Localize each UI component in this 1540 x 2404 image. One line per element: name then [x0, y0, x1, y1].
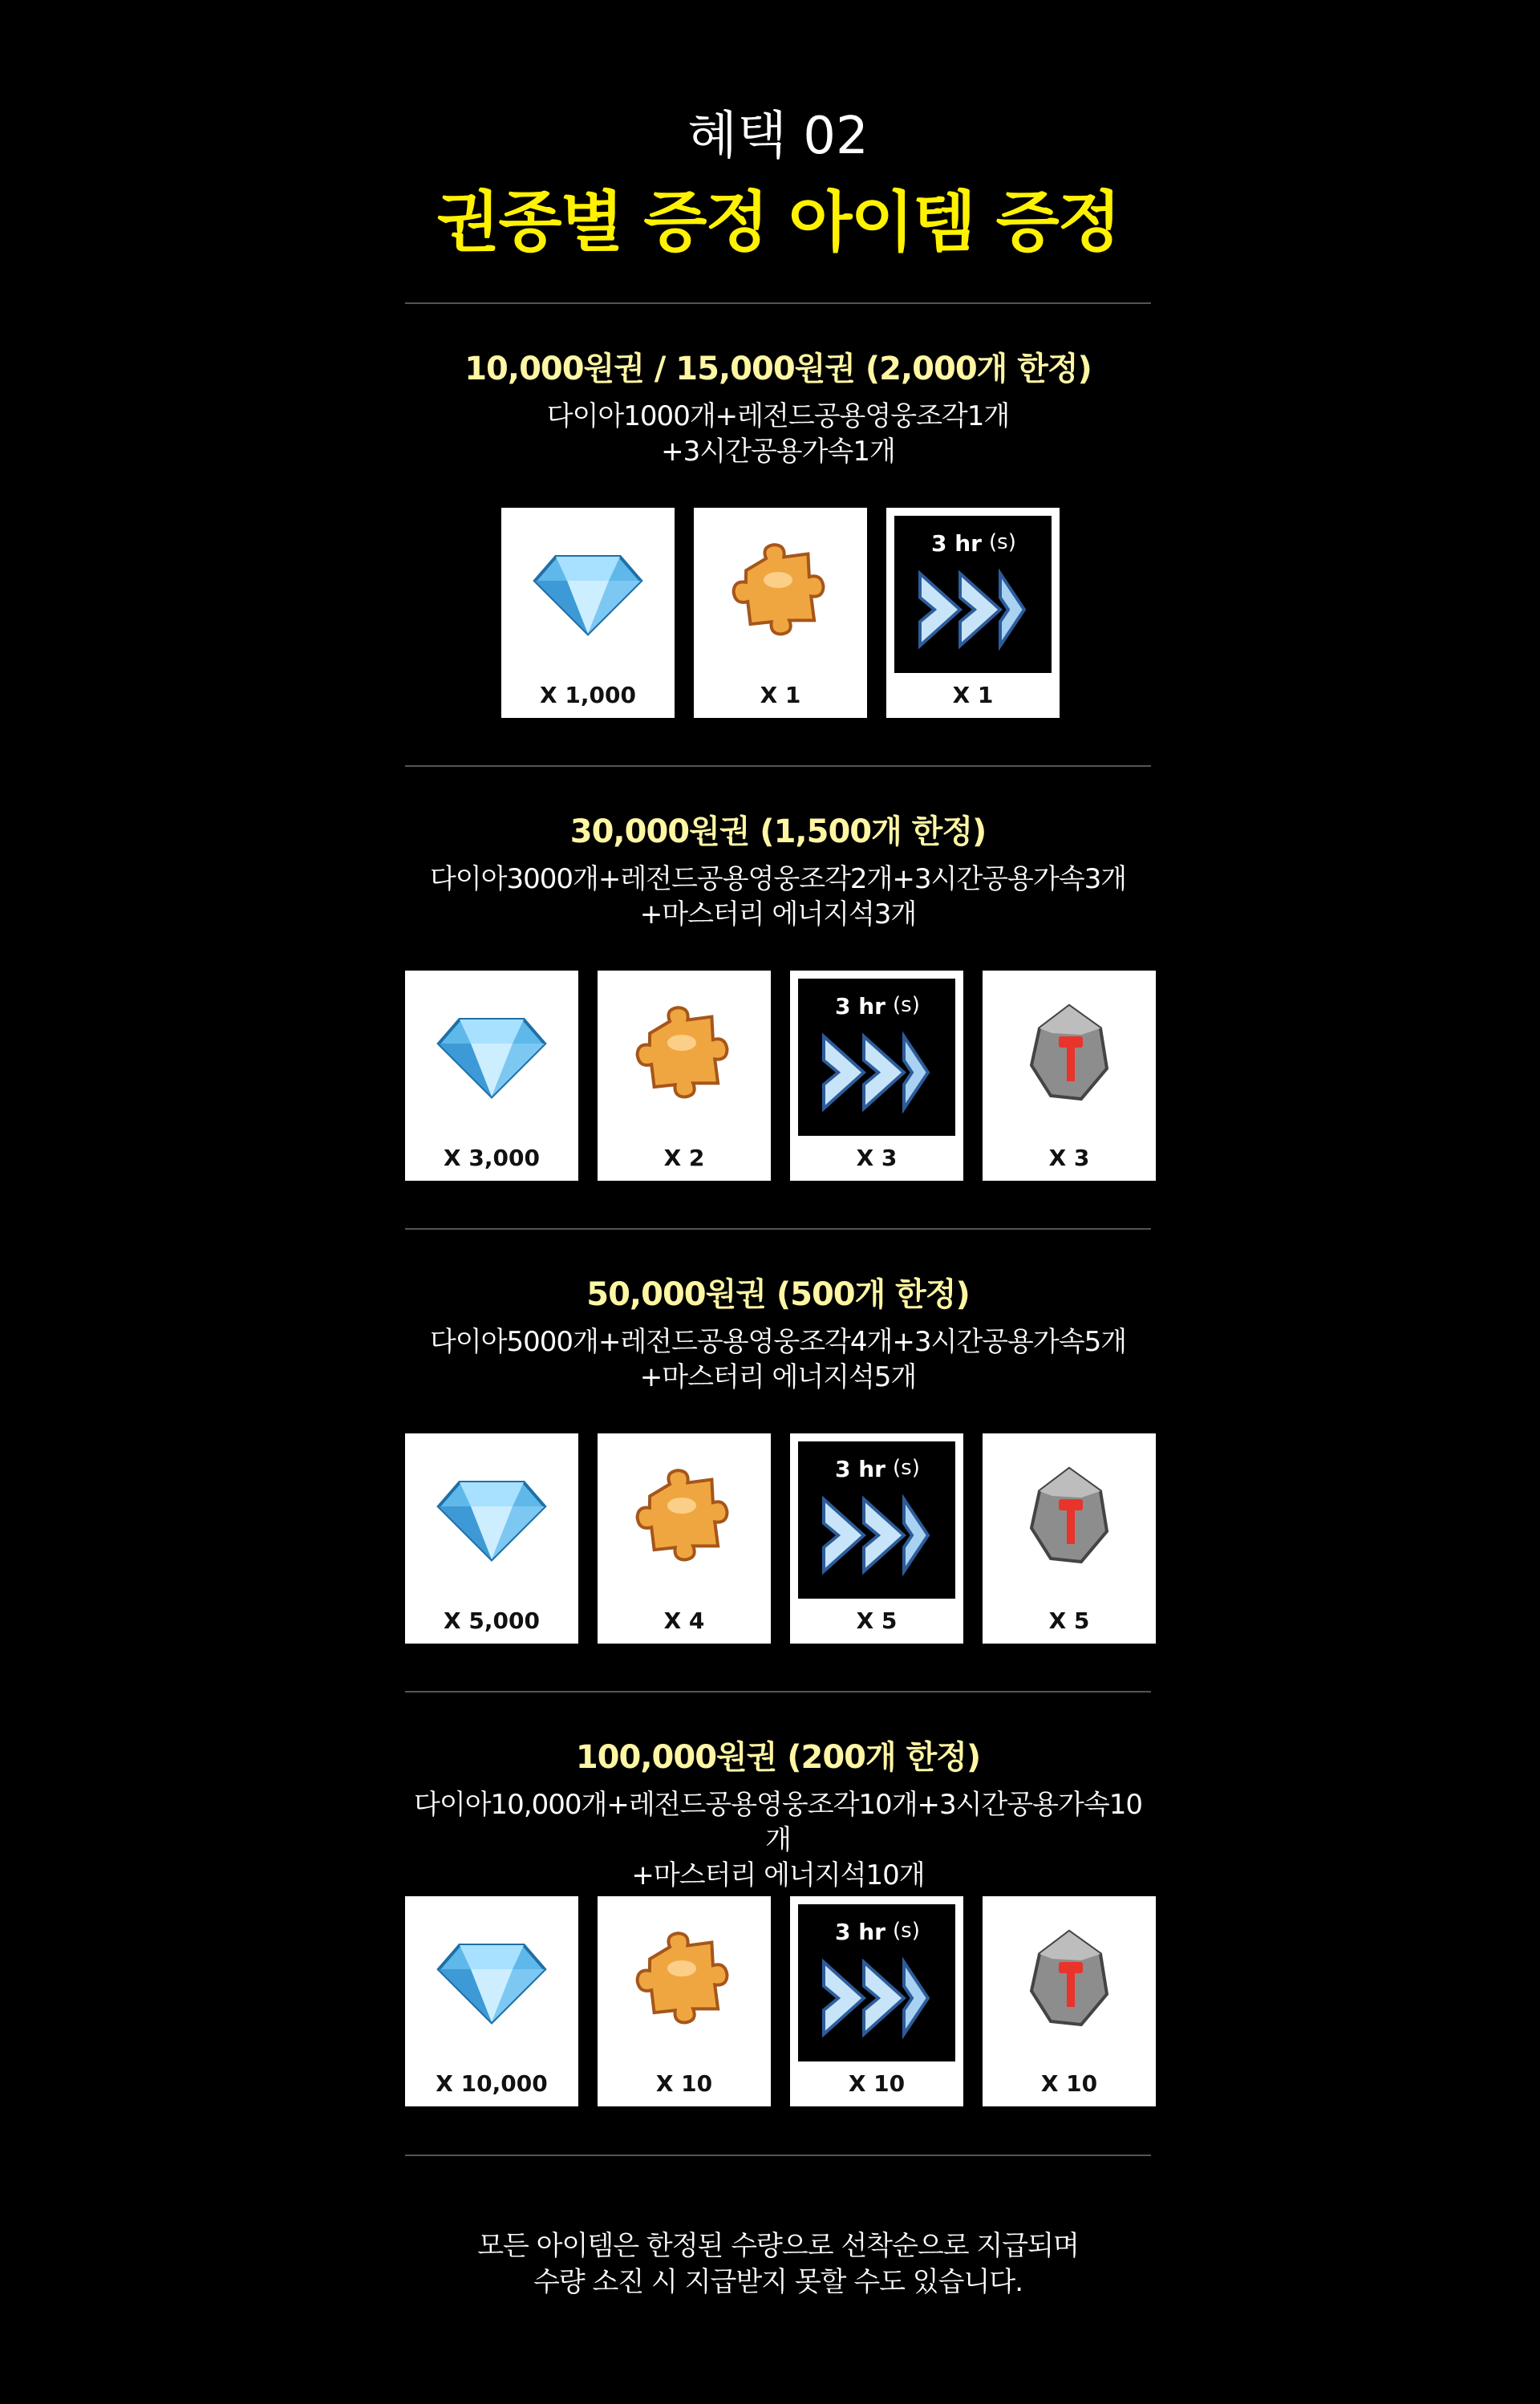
- tier-items-3: [405, 1433, 1156, 1644]
- item-quantity: X 10,000: [436, 2070, 548, 2097]
- speedup-3hr-icon: [798, 1441, 955, 1599]
- item-card: [405, 1896, 578, 2106]
- tier-desc-line1: 다이아3000개+레전드공용영웅조각2개+3시간공용가속3개: [429, 863, 1127, 895]
- item-card: [694, 508, 867, 718]
- boost-duration-label: 3 hr: [931, 530, 982, 557]
- tier-title: 100,000원권 (200개 한정): [575, 1739, 981, 1776]
- item-quantity: X 10: [1040, 2070, 1098, 2097]
- tier-desc-line2: +마스터리 에너지석3개: [639, 898, 917, 930]
- diamond-icon: [501, 508, 675, 672]
- double-chevron-icon: [816, 1954, 936, 2045]
- tier-title: 50,000원권 (500개 한정): [586, 1276, 970, 1313]
- item-card: [598, 1433, 771, 1644]
- tier-items-4: [405, 1896, 1156, 2106]
- item-card: [598, 971, 771, 1181]
- tier-desc-line2: +마스터리 에너지석10개: [631, 1859, 925, 1891]
- footer-line2: 수량 소진 시 지급받지 못할 수도 있습니다.: [533, 2266, 1023, 2298]
- speedup-3hr-icon: [894, 516, 1052, 673]
- diamond-icon: [405, 971, 578, 1135]
- item-card: [405, 1433, 578, 1644]
- item-card: [501, 508, 675, 718]
- footer-notice: [405, 2228, 1151, 2301]
- page-title: 권종별 증정 아이템 증정: [436, 184, 1120, 261]
- item-quantity: X 1: [952, 682, 994, 708]
- tier-desc-line1: 다이아10,000개+레전드공용영웅조각10개+3시간공용가속10개: [414, 1789, 1142, 1856]
- item-quantity: X 4: [663, 1607, 705, 1634]
- tier-section-2: [405, 812, 1151, 932]
- double-chevron-icon: [816, 1028, 936, 1120]
- benefit-number: 혜택 02: [687, 107, 869, 166]
- item-card: [983, 1896, 1156, 2106]
- item-card: [886, 508, 1060, 718]
- item-quantity: X 5: [1048, 1607, 1090, 1634]
- item-card: [598, 1896, 771, 2106]
- tier-section-1: [405, 349, 1151, 469]
- puzzle-piece-icon: [598, 1896, 771, 2061]
- mastery-stone-icon: [983, 1433, 1156, 1598]
- speedup-3hr-icon: [798, 979, 955, 1136]
- puzzle-piece-icon: [598, 971, 771, 1135]
- divider: [405, 2155, 1151, 2156]
- diamond-icon: [405, 1896, 578, 2061]
- tier-items-1: [501, 508, 1060, 718]
- mastery-stone-icon: [983, 971, 1156, 1135]
- tier-title: 30,000원권 (1,500개 한정): [569, 813, 987, 850]
- tier-desc-line1: 다이아5000개+레전드공용영웅조각4개+3시간공용가속5개: [429, 1326, 1127, 1358]
- tier-desc-line2: +3시간공용가속1개: [661, 436, 895, 468]
- item-quantity: X 5: [856, 1607, 898, 1634]
- diamond-icon: [405, 1433, 578, 1598]
- boost-unit-label: (s): [893, 993, 920, 1017]
- puzzle-piece-icon: [598, 1433, 771, 1598]
- divider: [405, 1228, 1151, 1230]
- mastery-stone-icon: [983, 1896, 1156, 2061]
- item-card: [790, 1896, 963, 2106]
- divider: [405, 302, 1151, 304]
- boost-unit-label: (s): [989, 530, 1016, 554]
- double-chevron-icon: [816, 1491, 936, 1583]
- footer-line1: 모든 아이템은 한정된 수량으로 선착순으로 지급되며: [477, 2230, 1079, 2262]
- item-quantity: X 10: [848, 2070, 906, 2097]
- item-quantity: X 1,000: [540, 682, 636, 708]
- tier-items-2: [405, 971, 1156, 1181]
- item-quantity: X 5,000: [444, 1607, 540, 1634]
- boost-unit-label: (s): [893, 1919, 920, 1943]
- tier-desc-line1: 다이아1000개+레전드공용영웅조각1개: [546, 400, 1010, 432]
- item-card: [790, 971, 963, 1181]
- item-quantity: X 3: [856, 1145, 898, 1171]
- item-card: [983, 1433, 1156, 1644]
- tier-section-4: [405, 1737, 1151, 1893]
- boost-duration-label: 3 hr: [835, 1456, 886, 1482]
- boost-duration-label: 3 hr: [835, 1919, 886, 1945]
- item-quantity: X 1: [760, 682, 801, 708]
- tier-section-3: [405, 1275, 1151, 1395]
- boost-duration-label: 3 hr: [835, 993, 886, 1020]
- double-chevron-icon: [912, 566, 1032, 657]
- speedup-3hr-icon: [798, 1904, 955, 2061]
- boost-unit-label: (s): [893, 1456, 920, 1480]
- item-card: [405, 971, 578, 1181]
- item-quantity: X 3,000: [444, 1145, 540, 1171]
- divider: [405, 765, 1151, 767]
- item-quantity: X 10: [655, 2070, 713, 2097]
- item-card: [983, 971, 1156, 1181]
- puzzle-piece-icon: [694, 508, 867, 672]
- tier-desc-line2: +마스터리 에너지석5개: [639, 1361, 917, 1393]
- item-quantity: X 3: [1048, 1145, 1090, 1171]
- item-card: [790, 1433, 963, 1644]
- tier-title: 10,000원권 / 15,000원권 (2,000개 한정): [464, 351, 1092, 387]
- divider: [405, 1691, 1151, 1693]
- item-quantity: X 2: [663, 1145, 705, 1171]
